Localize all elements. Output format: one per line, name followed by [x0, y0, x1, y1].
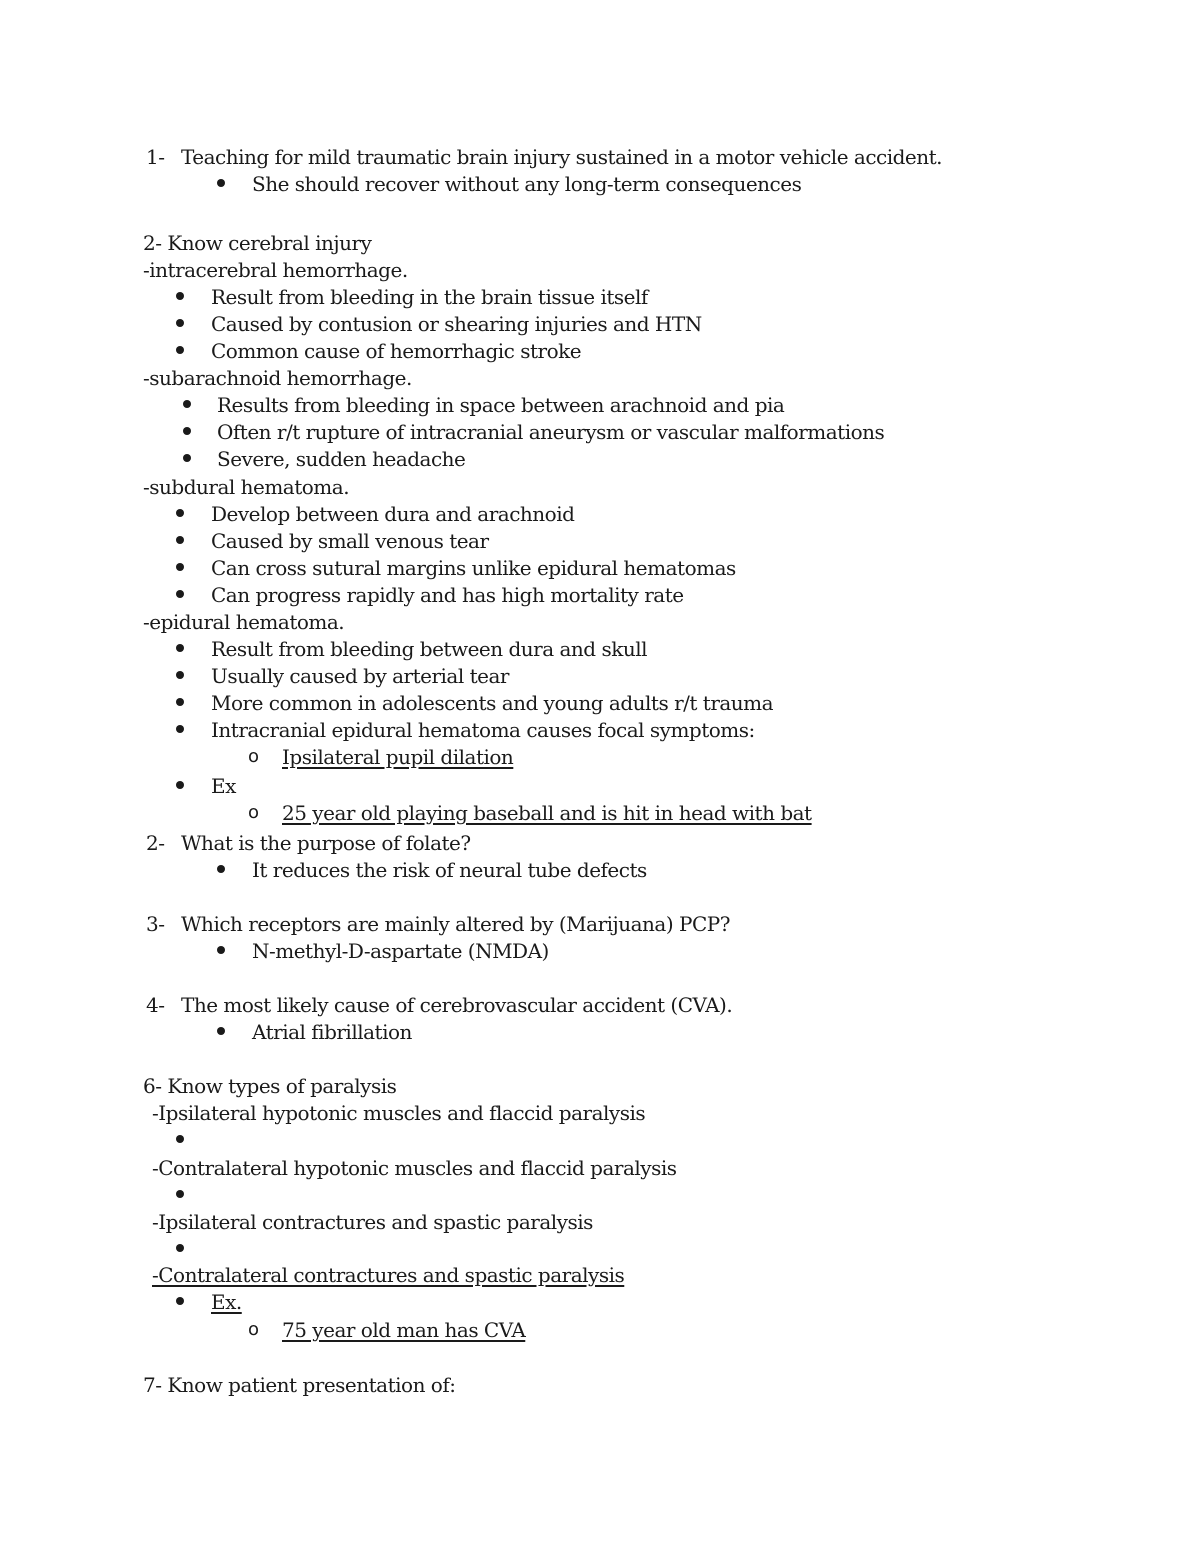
q4-question: The most likely cause of cerebrovascular accident (CVA). [181, 993, 733, 1017]
q4-number: 4- [146, 993, 165, 1017]
subarachnoid-item: Often r/t rupture of intracranial aneurysm or vascular malformations [217, 420, 885, 444]
subdural-item: Can cross sutural margins unlike epidural hematomas [211, 556, 736, 580]
folate-question: What is the purpose of folate? [181, 831, 471, 855]
q1-bullet: She should recover without any long-term consequences [252, 172, 802, 196]
bullet-icon [176, 1190, 184, 1198]
epidural-item: More common in adolescents and young adults r/t trauma [211, 691, 774, 715]
bullet-icon [176, 1297, 184, 1305]
bullet-icon [176, 346, 184, 354]
circle-bullet-icon: o [248, 746, 260, 767]
folate-number: 2- [146, 831, 165, 855]
epidural-item: Usually caused by arterial tear [211, 664, 509, 688]
epidural-ex-subitem: 25 year old playing baseball and is hit in head with bat [282, 801, 812, 825]
intracerebral-label: -intracerebral hemorrhage. [143, 258, 408, 282]
q2-heading: 2- Know cerebral injury [143, 231, 372, 255]
epidural-ex-label: Ex [211, 774, 236, 798]
bullet-icon [176, 590, 184, 598]
bullet-icon [183, 400, 191, 408]
bullet-icon [217, 1027, 225, 1035]
bullet-icon [217, 865, 225, 873]
epidural-item: Intracranial epidural hematoma causes focal symptoms: [211, 718, 755, 742]
subarachnoid-item: Severe, sudden headache [217, 447, 466, 471]
paralysis-type: -Ipsilateral hypotonic muscles and flaccid paralysis [152, 1101, 646, 1125]
q3-number: 3- [146, 912, 165, 936]
subdural-item: Can progress rapidly and has high mortality rate [211, 583, 684, 607]
bullet-icon [176, 563, 184, 571]
bullet-icon [176, 319, 184, 327]
subdural-item: Develop between dura and arachnoid [211, 502, 575, 526]
epidural-subitem: Ipsilateral pupil dilation [282, 745, 514, 769]
bullet-icon [176, 698, 184, 706]
bullet-icon [183, 454, 191, 462]
circle-bullet-icon: o [248, 1319, 260, 1340]
subarachnoid-label: -subarachnoid hemorrhage. [143, 366, 412, 390]
q4-answer: Atrial fibrillation [252, 1020, 412, 1044]
bullet-icon [176, 781, 184, 789]
paralysis-type: -Contralateral contractures and spastic paralysis [152, 1263, 625, 1287]
epidural-label: -epidural hematoma. [143, 610, 345, 634]
q3-question: Which receptors are mainly altered by (Marijuana) PCP? [181, 912, 730, 936]
q3-answer: N-methyl-D-aspartate (NMDA) [252, 939, 549, 963]
subarachnoid-item: Results from bleeding in space between arachnoid and pia [217, 393, 785, 417]
subdural-item: Caused by small venous tear [211, 529, 489, 553]
paralysis-ex-label: Ex. [211, 1290, 242, 1314]
bullet-icon [217, 946, 225, 954]
q6-heading: 6- Know types of paralysis [143, 1074, 397, 1098]
bullet-icon [176, 725, 184, 733]
bullet-icon [176, 644, 184, 652]
bullet-icon [176, 536, 184, 544]
paralysis-ex-subitem: 75 year old man has CVA [282, 1318, 526, 1342]
folate-answer: It reduces the risk of neural tube defects [252, 858, 647, 882]
subdural-label: -subdural hematoma. [143, 475, 350, 499]
bullet-icon [176, 292, 184, 300]
paralysis-type: -Ipsilateral contractures and spastic paralysis [152, 1210, 593, 1234]
bullet-icon [217, 179, 225, 187]
bullet-icon [176, 509, 184, 517]
intracerebral-item: Result from bleeding in the brain tissue itself [211, 285, 648, 309]
paralysis-type: -Contralateral hypotonic muscles and flaccid paralysis [152, 1156, 677, 1180]
epidural-item: Result from bleeding between dura and skull [211, 637, 648, 661]
circle-bullet-icon: o [248, 802, 260, 823]
q7-heading: 7- Know patient presentation of: [143, 1373, 456, 1397]
bullet-icon [176, 671, 184, 679]
bullet-icon [176, 1135, 184, 1143]
q1-text: Teaching for mild traumatic brain injury sustained in a motor vehicle accident. [181, 145, 943, 169]
intracerebral-item: Caused by contusion or shearing injuries and HTN [211, 312, 702, 336]
bullet-icon [183, 427, 191, 435]
q1-number: 1- [146, 145, 165, 169]
intracerebral-item: Common cause of hemorrhagic stroke [211, 339, 582, 363]
bullet-icon [176, 1244, 184, 1252]
